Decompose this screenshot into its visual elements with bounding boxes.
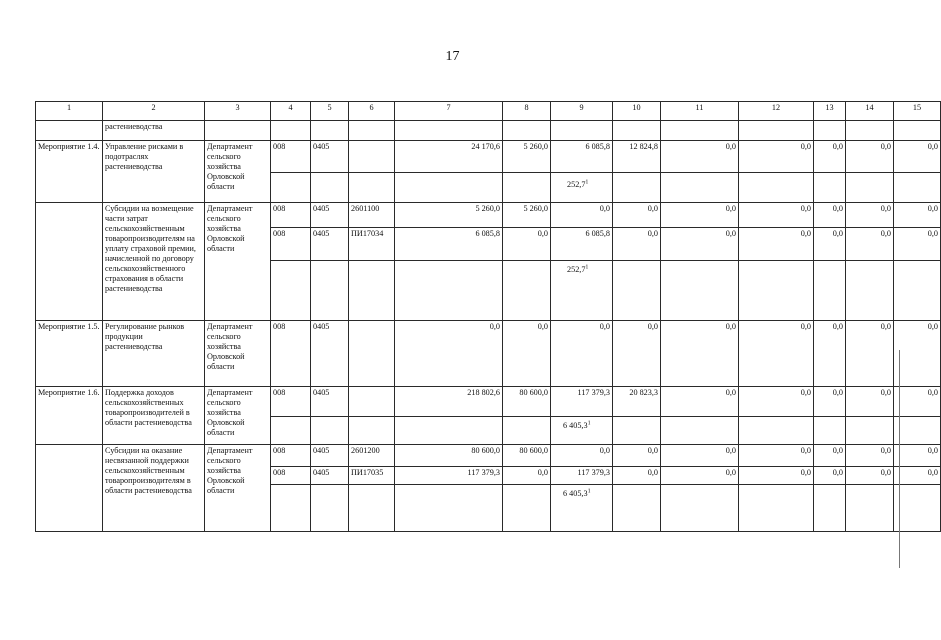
subsidy-name: Субсидии на возмещение части затрат сельскохозяйственным товаропроизводителям на уплату страховой премии, начисленной по договору сельскохозяйственного страхования в области растениеводства (103, 203, 205, 321)
table-row (36, 141, 941, 173)
value-cell: 0,0 (814, 203, 846, 228)
header-cell: 6 (349, 102, 395, 121)
target-article: ПИ17034 (349, 228, 395, 261)
continuation-row (36, 121, 941, 141)
value-cell: 117 379,3 (551, 387, 613, 417)
value-cell: 0,0 (894, 321, 941, 387)
value-cell: 0,0 (814, 141, 846, 173)
value-cell: 0,0 (846, 467, 894, 485)
value-cell: 80 600,0 (395, 445, 503, 467)
section-code: 0405 (311, 387, 349, 417)
header-cell: 8 (503, 102, 551, 121)
value-cell: 0,0 (846, 203, 894, 228)
target-article: ПИ17035 (349, 467, 395, 485)
department: Департамент сельского хозяйства Орловской области (205, 203, 271, 321)
section-code: 0405 (311, 228, 349, 261)
value-cell: 0,0 (846, 321, 894, 387)
value-cell: 0,0 (551, 445, 613, 467)
continued-name: растениеводства (103, 121, 205, 141)
value-cell: 218 802,6 (395, 387, 503, 417)
value-cell: 6 085,8 (551, 228, 613, 261)
subsidy-name: Субсидии на оказание несвязанной поддержки сельскохозяйственным товаропроизводителям в области растениеводства (103, 445, 205, 532)
value-cell: 0,0 (814, 321, 846, 387)
extra-value: 6 405,3$^1$ (551, 485, 613, 532)
value-cell: 0,0 (503, 228, 551, 261)
header-cell: 4 (271, 102, 311, 121)
value-cell: 5 260,0 (503, 141, 551, 173)
value-cell: 0,0 (894, 467, 941, 485)
value-cell: 0,0 (551, 321, 613, 387)
page-number: 17 (445, 49, 460, 64)
grbs-code: 008 (271, 467, 311, 485)
value-cell: 0,0 (395, 321, 503, 387)
value-cell: 0,0 (613, 467, 661, 485)
value-cell: 117 379,3 (395, 467, 503, 485)
value-cell: 0,0 (894, 203, 941, 228)
value-cell: 0,0 (814, 228, 846, 261)
value-cell: 0,0 (739, 387, 814, 417)
section-code: 0405 (311, 321, 349, 387)
grbs-code: 008 (271, 228, 311, 261)
value-cell: 0,0 (894, 141, 941, 173)
value-cell: 0,0 (613, 445, 661, 467)
value-cell: 0,0 (551, 203, 613, 228)
department: Департамент сельского хозяйства Орловской области (205, 141, 271, 203)
measure-name: Регулирование рынков продукции растениеводства (103, 321, 205, 387)
value-cell: 0,0 (846, 445, 894, 467)
section-code: 0405 (311, 445, 349, 467)
measure-name: Поддержка доходов сельскохозяйственных товаропроизводителей в области растениеводства (103, 387, 205, 445)
table-row (36, 321, 941, 387)
table-row (36, 445, 941, 467)
value-cell: 0,0 (661, 141, 739, 173)
grbs-code: 008 (271, 203, 311, 228)
header-row (36, 102, 941, 121)
value-cell: 6 085,8 (395, 228, 503, 261)
header-cell: 1 (36, 102, 103, 121)
footnote-mark: 1 (587, 488, 591, 495)
measure-code: Мероприятие 1.6. (36, 387, 103, 445)
department: Департамент сельского хозяйства Орловской области (205, 387, 271, 445)
value-cell: 0,0 (661, 228, 739, 261)
value-cell: 0,0 (661, 321, 739, 387)
measure-name: Управление рисками в подотраслях растениеводства (103, 141, 205, 203)
value-cell: 5 260,0 (395, 203, 503, 228)
value-cell: 20 823,3 (613, 387, 661, 417)
value-cell: 0,0 (739, 203, 814, 228)
value-cell: 24 170,6 (395, 141, 503, 173)
extra-value: 252,7$^1$ (551, 261, 613, 321)
grbs-code: 008 (271, 321, 311, 387)
value-cell: 0,0 (894, 387, 941, 417)
value-cell: 80 600,0 (503, 445, 551, 467)
value-cell: 12 824,8 (613, 141, 661, 173)
value-cell: 0,0 (894, 445, 941, 467)
value-cell: 0,0 (661, 387, 739, 417)
value-cell: 0,0 (739, 228, 814, 261)
section-code: 0405 (311, 141, 349, 173)
value-cell: 6 085,8 (551, 141, 613, 173)
header-cell: 10 (613, 102, 661, 121)
value-cell: 0,0 (613, 321, 661, 387)
target-article: 2601100 (349, 203, 395, 228)
value-cell: 0,0 (739, 467, 814, 485)
value-cell: 0,0 (846, 141, 894, 173)
value-cell: 0,0 (814, 467, 846, 485)
footnote-mark: 1 (587, 420, 591, 427)
table-row (36, 387, 941, 417)
department: Департамент сельского хозяйства Орловской области (205, 321, 271, 387)
value-cell: 80 600,0 (503, 387, 551, 417)
header-cell: 12 (739, 102, 814, 121)
value-cell: 5 260,0 (503, 203, 551, 228)
header-cell: 15 (894, 102, 941, 121)
value-cell: 0,0 (661, 467, 739, 485)
value-cell: 0,0 (661, 445, 739, 467)
value-cell: 0,0 (846, 387, 894, 417)
value-cell: 0,0 (503, 467, 551, 485)
value-cell: 0,0 (739, 445, 814, 467)
header-cell: 7 (395, 102, 503, 121)
table-row (36, 203, 941, 228)
value-cell: 0,0 (739, 321, 814, 387)
extra-value: 252,7$^1$ (551, 173, 613, 203)
value-cell: 117 379,3 (551, 467, 613, 485)
grbs-code: 008 (271, 387, 311, 417)
value-cell: 0,0 (846, 228, 894, 261)
header-cell: 13 (814, 102, 846, 121)
section-code: 0405 (311, 467, 349, 485)
header-cell: 5 (311, 102, 349, 121)
value-cell: 0,0 (613, 203, 661, 228)
measure-code: Мероприятие 1.5. (36, 321, 103, 387)
footnote-mark: 1 (585, 179, 589, 186)
value-cell: 0,0 (814, 387, 846, 417)
value-cell: 0,0 (613, 228, 661, 261)
value-cell: 0,0 (661, 203, 739, 228)
header-cell: 9 (551, 102, 613, 121)
value-cell: 0,0 (503, 321, 551, 387)
extra-value: 6 405,3$^1$ (551, 417, 613, 445)
value-cell: 0,0 (814, 445, 846, 467)
header-cell: 2 (103, 102, 205, 121)
margin-line (899, 350, 900, 568)
grbs-code: 008 (271, 445, 311, 467)
header-cell: 3 (205, 102, 271, 121)
section-code: 0405 (311, 203, 349, 228)
budget-table (35, 101, 941, 532)
grbs-code: 008 (271, 141, 311, 173)
header-cell: 14 (846, 102, 894, 121)
department: Департамент сельского хозяйства Орловской области (205, 445, 271, 532)
measure-code: Мероприятие 1.4. (36, 141, 103, 203)
target-article: 2601200 (349, 445, 395, 467)
header-cell: 11 (661, 102, 739, 121)
value-cell: 0,0 (894, 228, 941, 261)
value-cell: 0,0 (739, 141, 814, 173)
footnote-mark: 1 (585, 264, 589, 271)
